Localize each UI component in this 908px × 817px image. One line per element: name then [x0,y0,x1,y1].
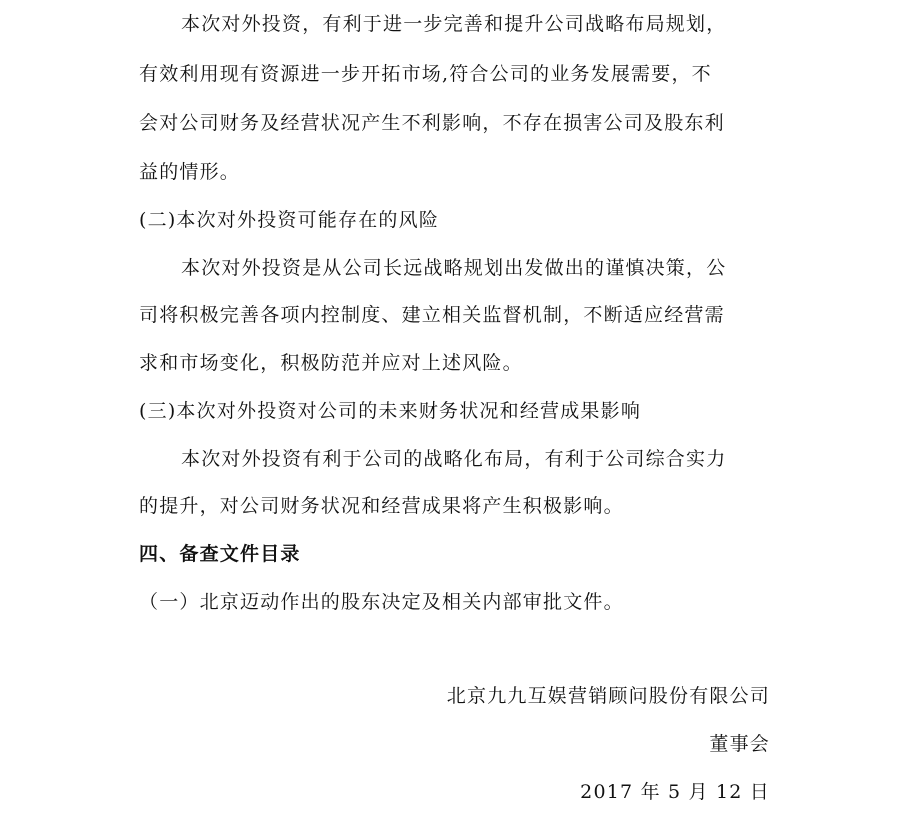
section-2-line-2: 司将积极完善各项内控制度、建立相关监督机制，不断适应经营需 [139,304,725,326]
section-2-title: (二)本次对外投资可能存在的风险 [139,209,440,231]
section-3-title: (三)本次对外投资对公司的未来财务状况和经营成果影响 [139,400,642,422]
paragraph-1-line-4: 益的情形。 [139,161,241,183]
section-3-line-1: 本次对外投资有利于公司的战略化布局，有利于公司综合实力 [181,448,727,470]
signature-date: 2017 年 5 月 12 日 [580,781,770,803]
section-4-title: 四、备查文件目录 [139,543,301,565]
paragraph-1-line-1: 本次对外投资，有利于进一步完善和提升公司战略布局规划， [181,13,727,35]
section-2-line-3: 求和市场变化，积极防范并应对上述风险。 [139,352,523,374]
section-4-item-1: （一）北京迈动作出的股东决定及相关内部审批文件。 [139,591,624,613]
signature-company: 北京九九互娱营销顾问股份有限公司 [446,685,770,707]
paragraph-1-line-3: 会对公司财务及经营状况产生不利影响，不存在损害公司及股东利 [139,112,725,134]
paragraph-1-line-2: 有效利用现有资源进一步开拓市场,符合公司的业务发展需要，不 [139,63,712,85]
signature-board: 董事会 [709,733,770,755]
section-2-line-1: 本次对外投资是从公司长远战略规划出发做出的谨慎决策，公 [181,257,727,279]
section-3-line-2: 的提升，对公司财务状况和经营成果将产生积极影响。 [139,495,624,517]
